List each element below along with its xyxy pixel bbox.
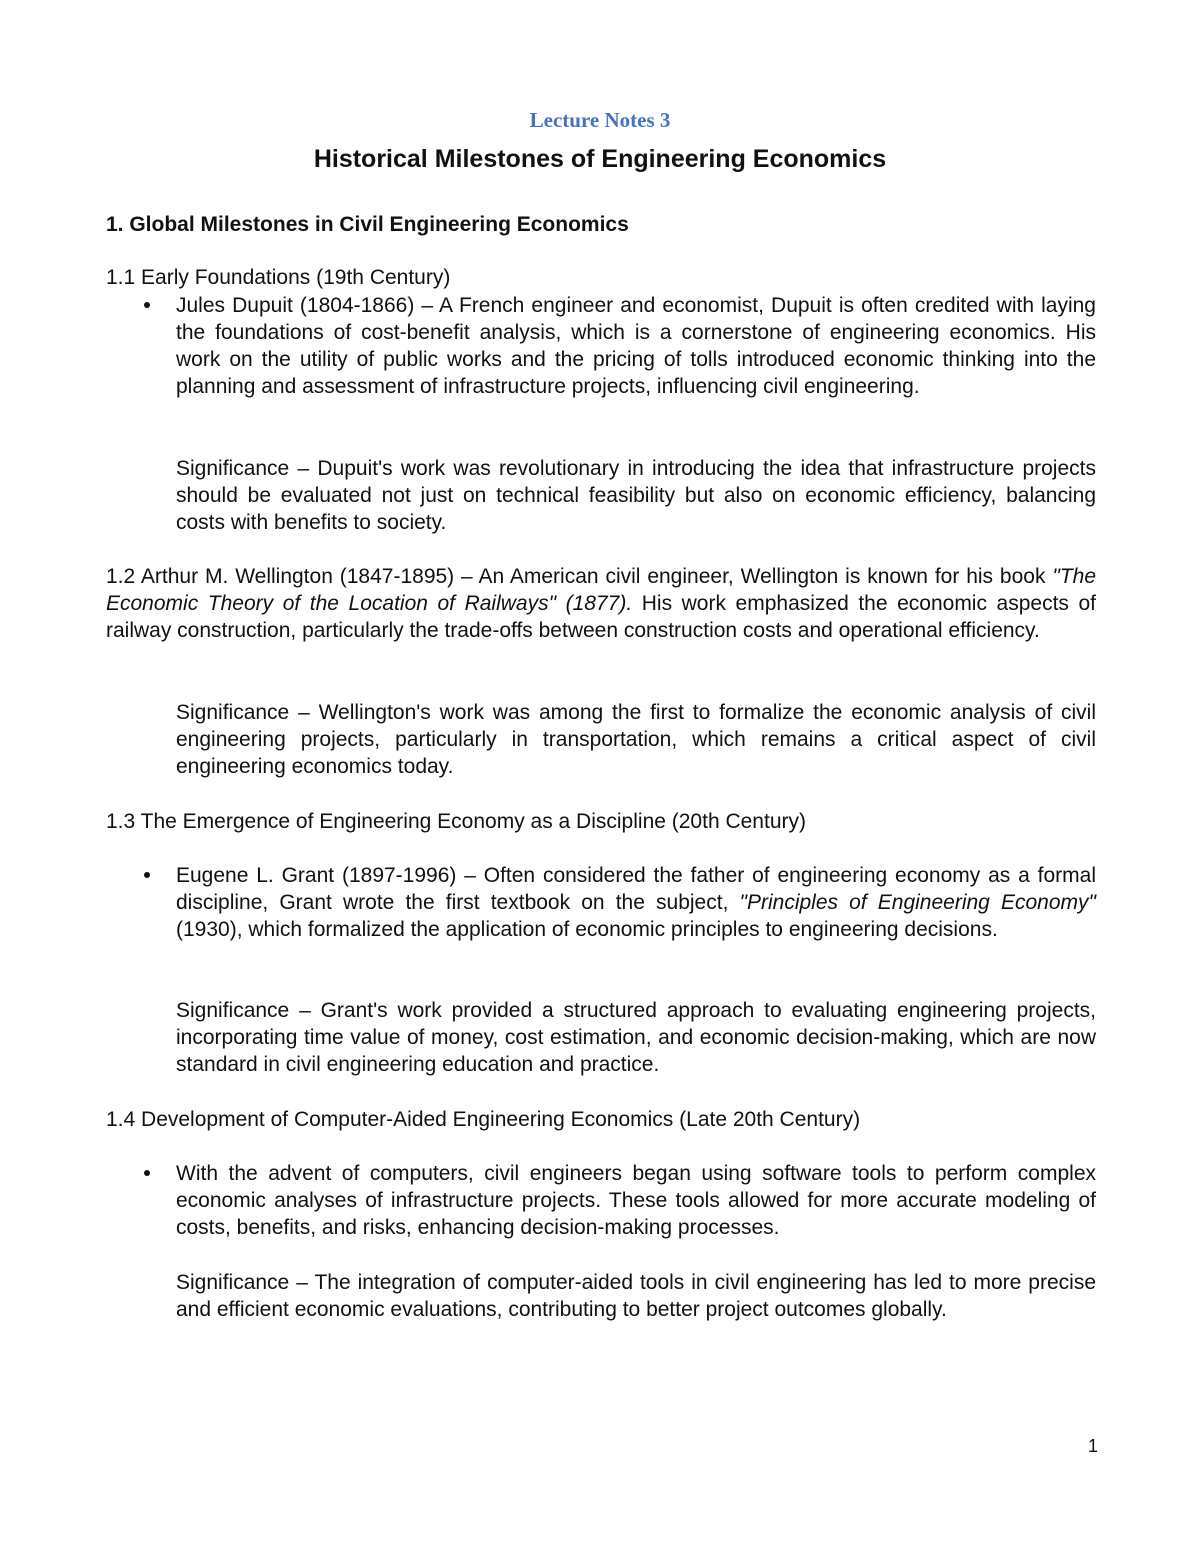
section-1-4-heading: 1.4 Development of Computer-Aided Engineering Economics (Late 20th Century) — [106, 1108, 861, 1131]
grant-significance: Significance – Grant's work provided a structured approach to evaluating engineering projects, incorporating time value of money, cost estimation, and economic decision-making, which are now standard in civil engineering education and practice. — [176, 999, 1096, 1076]
bullet-icon — [143, 292, 157, 306]
grant-text-before: Eugene L. Grant (1897-1996) – Often considered the father of engineering economy as a formal discipline, Grant wrote the first textbook on the subject, — [176, 864, 1096, 914]
section-1-heading: 1. Global Milestones in Civil Engineering Economics — [106, 213, 629, 236]
page-number: 1 — [1087, 1436, 1098, 1456]
lecture-label: Lecture Notes 3 — [529, 108, 671, 132]
grant-text-after: (1930), which formalized the application of economic principles to engineering decisions. — [176, 918, 998, 941]
grant-paragraph — [176, 862, 1096, 943]
dupuit-significance: Significance – Dupuit's work was revolutionary in introducing the idea that infrastructure projects should be evaluated not just on technical feasibility but also on economic efficiency, balancing costs with benefits to society. — [176, 457, 1096, 534]
page-title: Historical Milestones of Engineering Economics — [313, 145, 887, 173]
wellington-book-title: "The Economic Theory of the Location of Railways" (1877). — [106, 565, 1096, 615]
wellington-significance: Significance – Wellington's work was among the first to formalize the economic analysis of civil engineering projects, particularly in transportation, which remains a critical aspect of civil engineering economics today. — [176, 701, 1096, 778]
wellington-text-after: His work emphasized the economic aspects of railway construction, particularly the trade-offs between construction costs and operational efficiency. — [106, 592, 1096, 642]
dupuit-paragraph: Jules Dupuit (1804-1866) – A French engineer and economist, Dupuit is often credited with laying the foundations of cost-benefit analysis, which is a cornerstone of engineering economics. His work on the utility of public works and the pricing of tolls introduced economic thinking into the planning and assessment of infrastructure projects, influencing civil engineering. — [176, 294, 1096, 398]
section-1-1-heading: 1.1 Early Foundations (19th Century) — [106, 266, 451, 289]
wellington-paragraph — [106, 563, 1096, 644]
computer-aided-paragraph: With the advent of computers, civil engineers began using software tools to perform complex economic analyses of infrastructure projects. These tools allowed for more accurate modeling of costs, benefits, and risks, enhancing decision-making processes. — [176, 1162, 1096, 1239]
bullet-icon — [143, 862, 157, 876]
grant-book-title: "Principles of Engineering Economy" — [739, 891, 1096, 914]
bullet-icon — [143, 1160, 157, 1174]
computer-aided-significance: Significance – The integration of computer-aided tools in civil engineering has led to more precise and efficient economic evaluations, contributing to better project outcomes globally. — [176, 1271, 1096, 1321]
wellington-text-before: 1.2 Arthur M. Wellington (1847-1895) – An American civil engineer, Wellington is known for his book — [106, 565, 1053, 588]
section-1-3-heading: 1.3 The Emergence of Engineering Economy as a Discipline (20th Century) — [106, 810, 806, 833]
